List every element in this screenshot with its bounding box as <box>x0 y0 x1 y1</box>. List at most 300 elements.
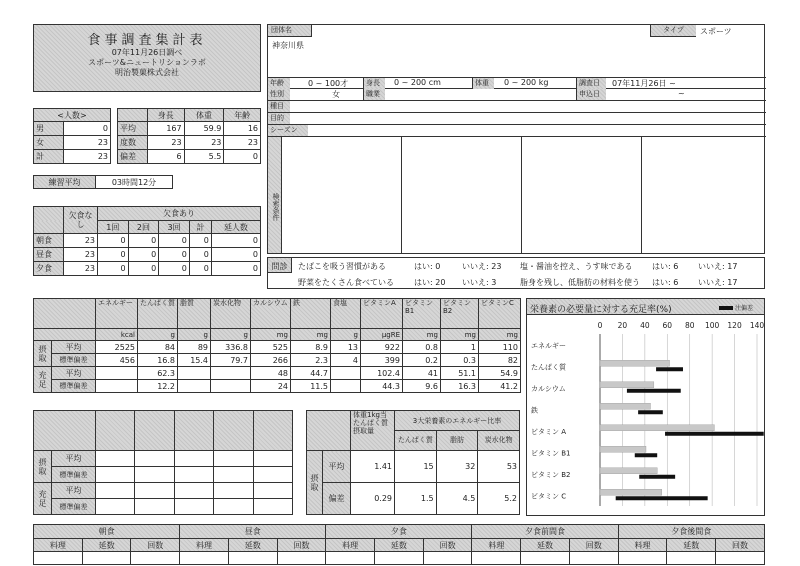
adequacy-label: 充足 <box>34 367 52 393</box>
meal-cell <box>131 552 180 565</box>
intake-avg: 110 <box>479 341 521 354</box>
nutrient-header: 炭水化物 <box>211 299 251 329</box>
protein-per-kg-header: 体重1kg当たんぱく質摂取量 <box>351 411 395 451</box>
blank-table <box>33 410 293 515</box>
skip-value: 0 <box>211 248 260 262</box>
avg-label: 平均 <box>323 451 351 483</box>
adequacy-sd: 12.2 <box>138 380 178 393</box>
skip-value: 0 <box>128 234 159 248</box>
stat-value: 23 <box>148 136 185 150</box>
question-no: いいえ: 23 <box>462 262 502 271</box>
purpose-label: 目的 <box>268 113 290 124</box>
people-value: 23 <box>64 136 111 150</box>
category-label: ビタミン C <box>531 492 567 501</box>
avg-label: 平均 <box>52 341 96 354</box>
stat-value: 6 <box>148 150 185 164</box>
sd-bar <box>616 496 708 500</box>
adequacy-sd: 44.3 <box>361 380 403 393</box>
nutrient-unit: mg <box>403 329 441 341</box>
intake-sd: 82 <box>479 354 521 367</box>
people-value: 0 <box>64 122 111 136</box>
intake-sd: 0.2 <box>403 354 441 367</box>
chart-svg <box>527 316 764 515</box>
skip-label: 昼食 <box>34 248 64 262</box>
weight-label: 体重 <box>472 78 494 89</box>
food-col-header: 料理 <box>472 539 521 552</box>
nutrient-header: ビタミンA <box>361 299 403 329</box>
group-value: 神奈川県 <box>272 41 304 50</box>
x-tick-label: 20 <box>617 321 628 330</box>
empty-cell <box>96 499 135 515</box>
sd-bar <box>665 432 764 436</box>
job-label: 職業 <box>363 89 385 100</box>
skip-none-header: 欠食なし <box>64 207 98 234</box>
adequacy-sd: 11.5 <box>291 380 331 393</box>
adequacy-sd <box>211 380 251 393</box>
question-yes: はい: 20 <box>414 278 446 287</box>
meals-wrapper <box>33 524 765 566</box>
meal-cell <box>375 552 424 565</box>
skip-value: 0 <box>128 248 159 262</box>
pfc-col-header: 炭水化物 <box>484 436 513 444</box>
intake-avg: 0.8 <box>403 341 441 354</box>
pfc-col-header: 脂肪 <box>437 431 479 450</box>
intake-avg: 89 <box>178 341 211 354</box>
category-label: ビタミン A <box>531 427 567 436</box>
practice-label: 練習平均 <box>34 176 96 189</box>
intake-avg: 922 <box>361 341 403 354</box>
skip-sub-header: 計 <box>189 221 211 234</box>
skip-value: 23 <box>64 234 98 248</box>
empty-cell <box>214 483 253 499</box>
nutrient-header: ビタミンB1 <box>403 299 441 329</box>
sd-bar <box>639 475 675 479</box>
stat-value: 59.9 <box>184 122 224 136</box>
meal-cell <box>277 552 326 565</box>
purpose-row <box>268 113 766 125</box>
corner-cell <box>34 411 96 451</box>
question-text: 野菜をたくさん食べている <box>298 278 394 287</box>
question-text: たばこを吸う習慣がある <box>298 262 386 271</box>
intake-avg: 525 <box>251 341 291 354</box>
pfc-avg: 15 <box>395 451 437 483</box>
adequacy-chart <box>526 298 765 516</box>
chart-header <box>527 299 764 315</box>
adequacy-avg: 62.3 <box>138 367 178 380</box>
meal-group-header: 夕食後間食 <box>618 525 764 539</box>
adequacy-avg: 102.4 <box>361 367 403 380</box>
nutrient-header: 食塩 <box>331 299 361 329</box>
meal-cell <box>34 552 83 565</box>
nutrient-header: ビタミンC <box>479 299 521 329</box>
stat-label: 偏差 <box>118 150 148 164</box>
sd-label: 標準偏差 <box>52 354 96 367</box>
empty-cell <box>253 483 292 499</box>
skip-value: 0 <box>189 262 211 276</box>
nutrient-unit: g <box>331 329 361 341</box>
intake-label: 摂取 <box>34 451 52 483</box>
empty-cell <box>253 467 292 483</box>
meal-group-header: 夕食 <box>326 525 472 539</box>
stat-header: 年齢 <box>224 109 261 122</box>
question-yes: はい: 6 <box>652 278 679 287</box>
meal-cell <box>618 552 667 565</box>
intake-sd: 0.3 <box>441 354 479 367</box>
pfc-sd: 1.5 <box>395 483 437 515</box>
category-label: たんぱく質 <box>531 363 566 372</box>
stat-value: 16 <box>224 122 261 136</box>
meal-cell <box>423 552 472 565</box>
question-text: 脂身を残し、低脂肪の材料を使う <box>520 278 640 287</box>
search-label: 検索条件 <box>268 137 282 253</box>
meal-cell <box>716 552 765 565</box>
empty-cell <box>96 467 135 483</box>
empty-cell <box>174 499 213 515</box>
nutrient-table <box>33 298 521 393</box>
pfc-title: 3大栄養素のエネルギー比率 <box>395 411 519 431</box>
meal-group-header: 昼食 <box>180 525 326 539</box>
group-label: 団体名 <box>268 25 312 37</box>
nutrient-unit: g <box>211 329 251 341</box>
sd-label: 標準偏差 <box>52 467 96 483</box>
nutrient-header: カルシウム <box>251 299 291 329</box>
skip-value: 23 <box>64 262 98 276</box>
adequacy-sd: 41.2 <box>479 380 521 393</box>
days-col-header: 延数 <box>521 539 570 552</box>
sd-label: 標準偏差 <box>52 499 96 515</box>
pfc-col-header: たんぱく質 <box>395 431 437 450</box>
x-tick-label: 0 <box>597 321 603 330</box>
survey-value: 07年11月26日 ~ <box>612 79 676 88</box>
avg-label: 平均 <box>52 483 96 499</box>
type-value: スポーツ <box>700 27 732 36</box>
empty-cell <box>253 451 292 467</box>
meal-cell <box>228 552 277 565</box>
count-col-header: 回数 <box>131 539 180 552</box>
skip-sub-header: 3回 <box>159 221 190 234</box>
x-tick-label: 140 <box>749 321 764 330</box>
avg-bar <box>600 468 657 474</box>
question-yes: はい: 6 <box>652 262 679 271</box>
adequacy-avg <box>331 367 361 380</box>
empty-cell <box>214 451 253 467</box>
sex-value: 女 <box>332 90 340 99</box>
avg-bar <box>600 446 646 452</box>
apply-value: ~ <box>678 89 685 98</box>
avg-label: 平均 <box>52 451 96 467</box>
sd-bar <box>635 453 657 457</box>
skip-value: 0 <box>211 234 260 248</box>
intake-avg: 2525 <box>96 341 138 354</box>
empty-cell <box>96 451 135 467</box>
skip-sub-header: 1回 <box>98 221 129 234</box>
sd-bar <box>656 367 683 371</box>
adequacy-avg: 48 <box>251 367 291 380</box>
height-range: 0 ~ 200 cm <box>394 78 441 87</box>
people-header: <人数> <box>34 109 111 122</box>
skip-meal-table <box>33 206 261 276</box>
corner-cell <box>34 329 96 341</box>
skip-value: 0 <box>159 234 190 248</box>
corner-cell <box>34 299 96 329</box>
corner-cell <box>118 109 148 122</box>
pfc-sd: 4.5 <box>436 483 478 515</box>
pfc-avg: 1.41 <box>351 451 395 483</box>
intake-sd: 456 <box>96 354 138 367</box>
legend-swatch <box>719 306 733 310</box>
avg-bar <box>600 382 654 388</box>
stat-value: 5.5 <box>184 150 224 164</box>
report-date: 07年11月26日調べ <box>111 48 183 57</box>
people-label: 女 <box>34 136 64 150</box>
category-label: ビタミン B2 <box>531 470 571 479</box>
intake-avg: 8.9 <box>291 341 331 354</box>
empty-cell <box>214 499 253 515</box>
skip-value: 0 <box>128 262 159 276</box>
adequacy-avg: 44.7 <box>291 367 331 380</box>
stat-value: 23 <box>184 136 224 150</box>
count-col-header: 回数 <box>716 539 765 552</box>
intake-sd: 15.4 <box>178 354 211 367</box>
weight-range: 0 ~ 200 kg <box>504 78 549 87</box>
empty-cell <box>135 483 174 499</box>
days-col-header: 延数 <box>667 539 716 552</box>
avg-bar <box>600 425 714 431</box>
skip-value: 0 <box>189 248 211 262</box>
intake-label: 摂取 <box>34 341 52 367</box>
adequacy-sd: 9.6 <box>403 380 441 393</box>
height-label: 身長 <box>363 78 385 89</box>
question-no: いいえ: 17 <box>698 278 738 287</box>
search-cell <box>402 137 522 253</box>
intake-label: 摂取 <box>307 451 323 515</box>
skip-value: 0 <box>98 262 129 276</box>
empty-cell <box>214 467 253 483</box>
pfc-avg: 32 <box>436 451 478 483</box>
meal-cell <box>472 552 521 565</box>
practice-value: 03時間12分 <box>96 176 173 189</box>
intake-sd: 2.3 <box>291 354 331 367</box>
question-no: いいえ: 17 <box>698 262 738 271</box>
food-col-header: 料理 <box>326 539 375 552</box>
days-col-header: 延数 <box>82 539 131 552</box>
org-line-2: 明治製菓株式会社 <box>115 68 179 77</box>
info-panel <box>267 24 765 254</box>
avg-bar <box>600 360 670 366</box>
empty-cell <box>96 411 135 451</box>
intake-avg: 336.8 <box>211 341 251 354</box>
meal-cell <box>569 552 618 565</box>
questions-label: 問診 <box>268 258 292 273</box>
pfc-sd: 5.2 <box>478 483 520 515</box>
corner-cell <box>34 207 64 234</box>
apply-label: 申込日 <box>576 89 606 100</box>
category-label: ビタミン B1 <box>531 449 571 458</box>
body-stats-table <box>117 108 261 164</box>
skip-label: 夕食 <box>34 262 64 276</box>
stat-value: 0 <box>224 150 261 164</box>
stat-header: 体重 <box>184 109 224 122</box>
intake-sd: 266 <box>251 354 291 367</box>
nutrient-unit: mg <box>479 329 521 341</box>
stat-label: 平均 <box>118 122 148 136</box>
skip-value: 0 <box>159 248 190 262</box>
skip-some-header: 欠食あり <box>98 207 261 221</box>
skip-value: 23 <box>64 248 98 262</box>
nutrient-unit: μgRE <box>361 329 403 341</box>
questions-panel <box>267 257 765 289</box>
adequacy-avg: 54.9 <box>479 367 521 380</box>
event-row <box>268 101 766 113</box>
count-col-header: 回数 <box>569 539 618 552</box>
intake-avg: 84 <box>138 341 178 354</box>
stat-header: 身長 <box>148 109 185 122</box>
adequacy-sd: 24 <box>251 380 291 393</box>
search-cell <box>282 137 402 253</box>
skip-value: 0 <box>159 262 190 276</box>
category-label: エネルギー <box>531 341 566 350</box>
search-area <box>282 137 766 253</box>
age-label: 年齢 <box>268 78 290 89</box>
nutrient-unit: mg <box>251 329 291 341</box>
sd-label: 標準偏差 <box>52 380 96 393</box>
empty-cell <box>135 499 174 515</box>
empty-cell <box>174 483 213 499</box>
report-title: 食事調査集計表 <box>87 33 207 48</box>
meal-cell <box>326 552 375 565</box>
question-yes: はい: 0 <box>414 262 441 271</box>
skip-value: 0 <box>98 234 129 248</box>
sex-label: 性別 <box>268 89 290 100</box>
sd-bar <box>638 410 663 414</box>
skip-label: 朝食 <box>34 234 64 248</box>
age-range: 0 ~ 100才 <box>308 79 349 88</box>
event-label: 種目 <box>268 101 290 112</box>
org-line-1: スポーツ&ニュートリションラボ <box>88 58 206 67</box>
meal-group-header: 夕食前間食 <box>472 525 618 539</box>
empty-cell <box>174 467 213 483</box>
nutrient-unit: mg <box>291 329 331 341</box>
empty-cell <box>253 411 292 451</box>
search-cell <box>522 137 642 253</box>
avg-bar <box>600 403 650 409</box>
days-col-header: 延数 <box>228 539 277 552</box>
skip-value: 0 <box>211 262 260 276</box>
people-label: 計 <box>34 150 64 164</box>
intake-sd: 79.7 <box>211 354 251 367</box>
meal-cell <box>82 552 131 565</box>
skip-value: 0 <box>98 248 129 262</box>
nutrient-header: 鉄 <box>291 299 331 329</box>
adequacy-avg: 41 <box>403 367 441 380</box>
corner-cell <box>307 411 351 451</box>
skip-sub-header: 延人数 <box>211 221 260 234</box>
pfc-avg: 53 <box>478 451 520 483</box>
adequacy-sd <box>178 380 211 393</box>
adequacy-avg: 51.1 <box>441 367 479 380</box>
people-value: 23 <box>64 150 111 164</box>
x-tick-label: 100 <box>704 321 720 330</box>
meal-group-header: 朝食 <box>34 525 180 539</box>
pfc-sd: 0.29 <box>351 483 395 515</box>
meals-table <box>33 524 765 565</box>
food-col-header: 料理 <box>34 539 83 552</box>
avg-label: 平均 <box>52 367 96 380</box>
legend-label: 注偏差 <box>735 305 754 312</box>
adequacy-label: 充足 <box>34 483 52 515</box>
food-col-header: 料理 <box>180 539 229 552</box>
question-no: いいえ: 3 <box>462 278 497 287</box>
question-text: 塩・醤油を控え、うす味である <box>520 262 633 271</box>
category-label: 鉄 <box>531 406 538 415</box>
adequacy-avg <box>96 367 138 380</box>
count-col-header: 回数 <box>423 539 472 552</box>
days-col-header: 延数 <box>375 539 424 552</box>
x-tick-label: 120 <box>727 321 742 330</box>
people-label: 男 <box>34 122 64 136</box>
meal-cell <box>180 552 229 565</box>
count-col-header: 回数 <box>277 539 326 552</box>
empty-cell <box>174 411 213 451</box>
sex-row <box>268 89 766 101</box>
nutrient-unit: kcal <box>96 329 138 341</box>
pfc-header <box>395 411 520 451</box>
season-row <box>268 125 766 137</box>
empty-cell <box>174 451 213 467</box>
empty-cell <box>214 411 253 451</box>
empty-cell <box>135 467 174 483</box>
stat-label: 度数 <box>118 136 148 150</box>
sd-bar <box>627 389 681 393</box>
adequacy-sd <box>96 380 138 393</box>
empty-cell <box>96 483 135 499</box>
type-label: タイプ <box>650 25 696 37</box>
chart-title: 栄養素の必要量に対する充足率(%) <box>530 305 672 315</box>
nutrient-unit: mg <box>441 329 479 341</box>
empty-cell <box>135 411 174 451</box>
category-label: カルシウム <box>531 384 566 393</box>
stat-value: 23 <box>224 136 261 150</box>
meal-cell <box>667 552 716 565</box>
nutrient-header: ビタミンB2 <box>441 299 479 329</box>
avg-bar <box>600 489 662 495</box>
adequacy-avg <box>211 367 251 380</box>
survey-label: 調査日 <box>576 78 606 89</box>
intake-avg: 13 <box>331 341 361 354</box>
intake-sd: 399 <box>361 354 403 367</box>
sd-label: 偏差 <box>323 483 351 515</box>
adequacy-sd <box>331 380 361 393</box>
nutrient-header: エネルギー <box>96 299 138 329</box>
skip-sub-header: 2回 <box>128 221 159 234</box>
adequacy-sd: 16.3 <box>441 380 479 393</box>
intake-sd: 16.8 <box>138 354 178 367</box>
people-table <box>33 108 111 164</box>
adequacy-avg <box>178 367 211 380</box>
empty-cell <box>253 499 292 515</box>
food-col-header: 料理 <box>618 539 667 552</box>
nutrient-unit: g <box>178 329 211 341</box>
pfc-table <box>306 410 520 515</box>
season-label: シーズン <box>268 125 308 136</box>
x-tick-label: 60 <box>662 321 673 330</box>
nutrient-header: たんぱく質 <box>138 299 178 329</box>
practice-table <box>33 175 173 189</box>
title-block <box>33 24 261 92</box>
nutrient-unit: g <box>138 329 178 341</box>
meal-cell <box>521 552 570 565</box>
x-tick-label: 40 <box>640 321 650 330</box>
